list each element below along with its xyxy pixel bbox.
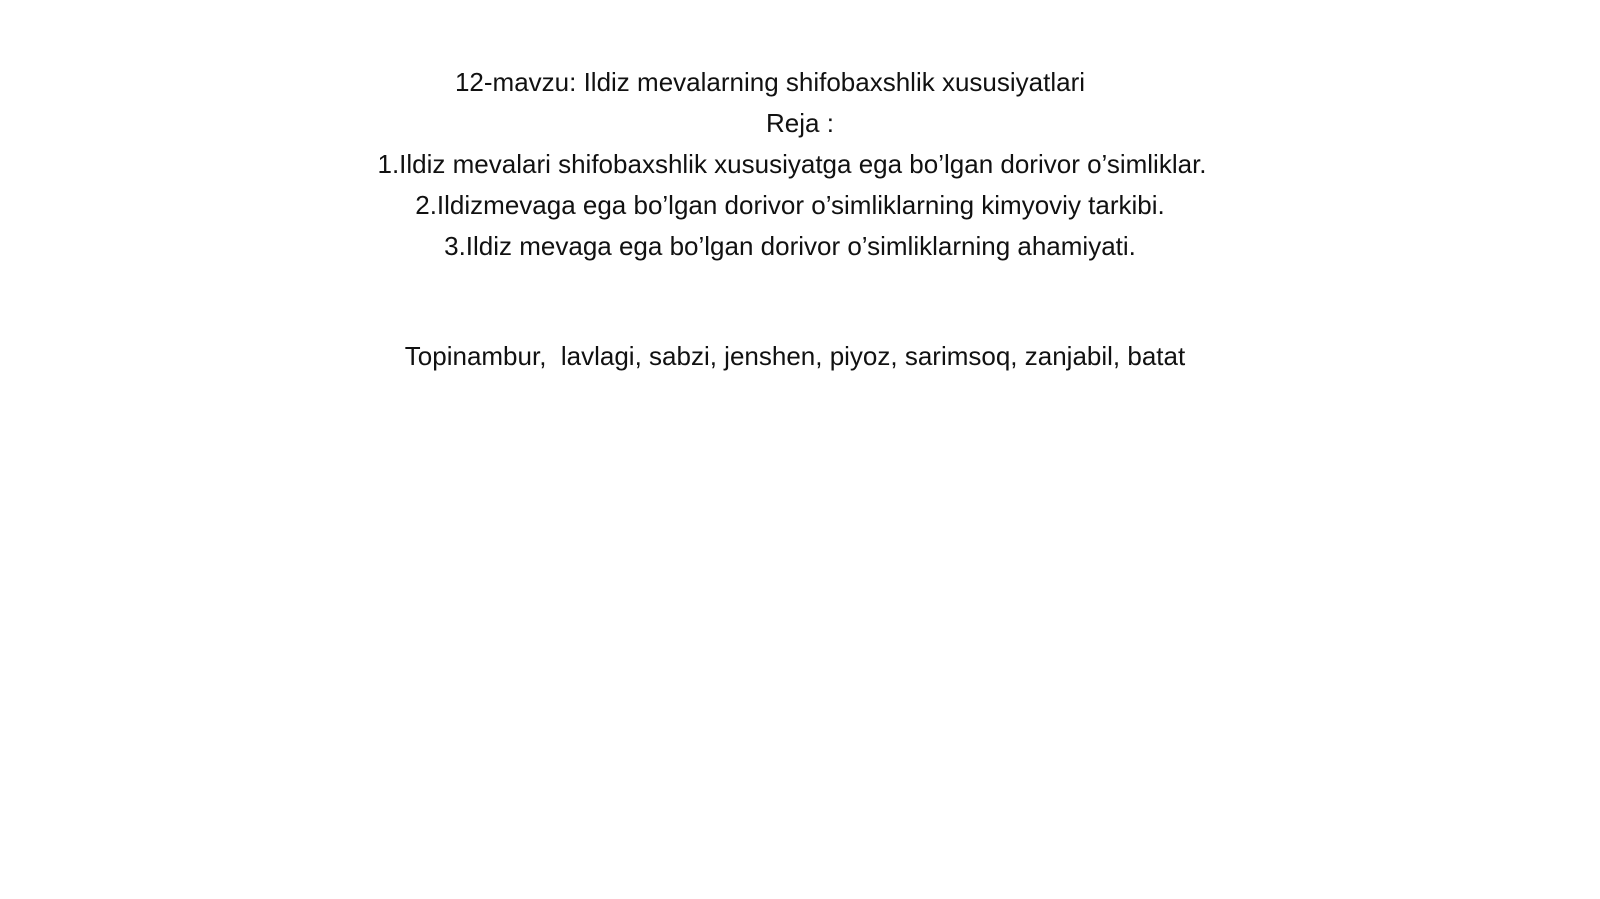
plan-item: 3.Ildiz mevaga ega bo’lgan dorivor o’simliklarning ahamiyati.: [444, 231, 1136, 261]
plan-heading: Reja :: [766, 108, 834, 138]
plan-item: 2.Ildizmevaga ega bo’lgan dorivor o’simliklarning kimyoviy tarkibi.: [415, 190, 1165, 220]
plants-list: Topinambur, lavlagi, sabzi, jenshen, piyoz, sarimsoq, zanjabil, batat: [404, 341, 1186, 371]
topic-title: 12-mavzu: Ildiz mevalarning shifobaxshlik xususiyatlari: [454, 67, 1086, 97]
plan-item: 1.Ildiz mevalari shifobaxshlik xususiyatga ega bo’lgan dorivor o’simliklar.: [377, 149, 1207, 179]
